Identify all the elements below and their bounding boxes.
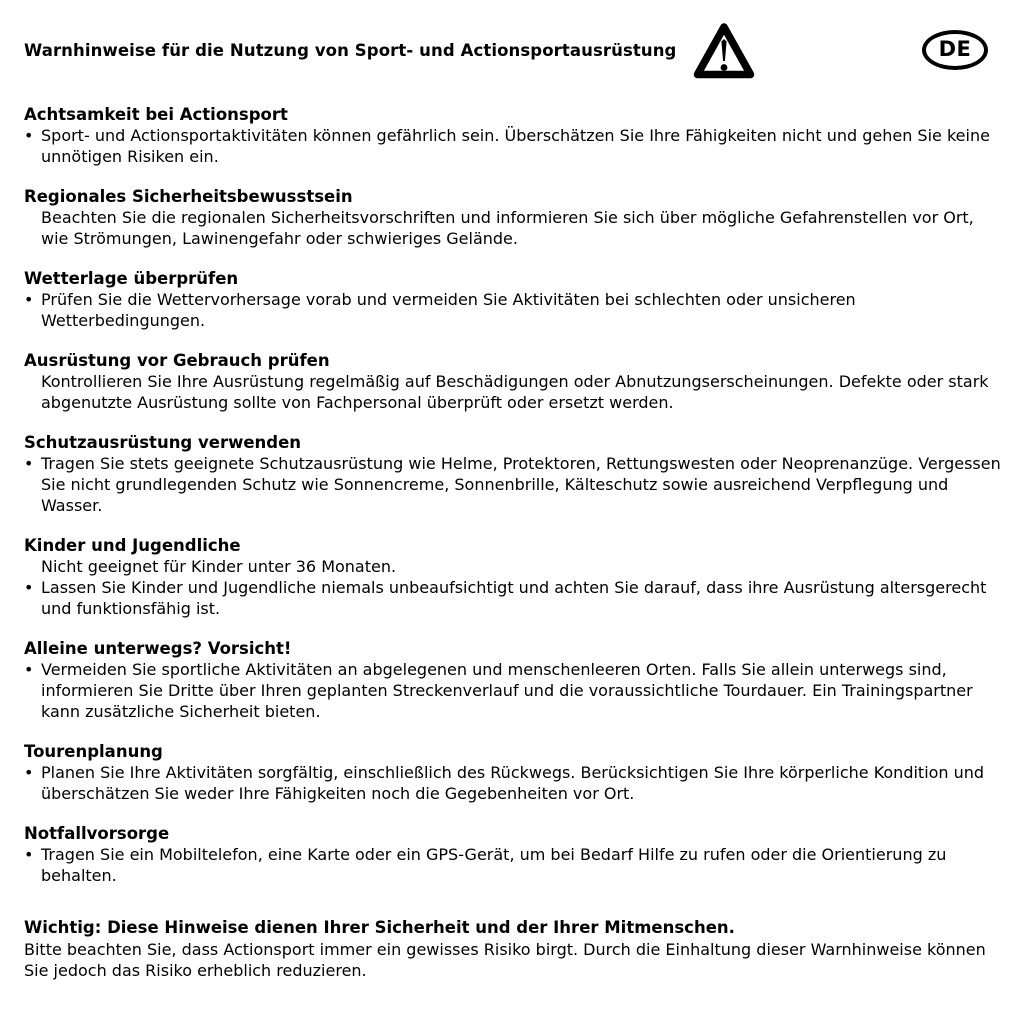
section-notfallvorsorge bbox=[24, 823, 1006, 886]
item-text: Planen Sie Ihre Aktivitäten sorgfältig, einschließlich des Rückwegs. Berücksichtigen Sie Ihre körperliche Kondition und überschätzen Sie weder Ihre Fähigkeiten noch die Gegebenheiten vor Ort. bbox=[41, 763, 985, 803]
item-text: Sport- und Actionsportaktivitäten können gefährlich sein. Überschätzen Sie Ihre Fähigkeiten nicht und gehen Sie keine unnötigen Risiken ein. bbox=[41, 126, 990, 166]
bullet-marker: • bbox=[24, 763, 34, 782]
section-heading: Wetterlage überprüfen bbox=[24, 269, 239, 288]
section-heading: Kinder und Jugendliche bbox=[24, 536, 241, 555]
list-item bbox=[24, 659, 1006, 722]
section-tourenplanung bbox=[24, 741, 1006, 804]
document-content bbox=[24, 104, 1006, 981]
item-text: Kontrollieren Sie Ihre Ausrüstung regelmäßig auf Beschädigungen oder Abnutzungserscheinungen. Defekte oder stark abgenutzte Ausrüstung sollte von Fachpersonal überprüft oder ersetzt werden. bbox=[41, 372, 989, 412]
section-heading: Schutzausrüstung verwenden bbox=[24, 433, 302, 452]
section-heading: Alleine unterwegs? Vorsicht! bbox=[24, 639, 292, 658]
section-achtsamkeit bbox=[24, 104, 1006, 167]
important-note bbox=[24, 917, 1006, 981]
important-note-heading: Wichtig: Diese Hinweise dienen Ihrer Sicherheit und der Ihrer Mitmenschen. bbox=[24, 918, 735, 937]
bullet-marker: • bbox=[24, 290, 34, 309]
warning-triangle-icon bbox=[692, 20, 756, 84]
bullet-marker bbox=[24, 207, 41, 249]
section-alleine-unterwegs bbox=[24, 638, 1006, 722]
list-item bbox=[24, 577, 1006, 619]
page-header bbox=[24, 0, 1006, 86]
bullet-marker: • bbox=[24, 454, 34, 473]
bullet-marker: • bbox=[24, 578, 34, 597]
important-note-text: Bitte beachten Sie, dass Actionsport immer ein gewisses Risiko birgt. Durch die Einhaltung dieser Warnhinweise können Sie jedoch das Risiko erheblich reduzieren. bbox=[24, 940, 986, 980]
language-badge bbox=[922, 30, 988, 70]
item-text: Tragen Sie ein Mobiltelefon, eine Karte oder ein GPS-Gerät, um bei Bedarf Hilfe zu rufen oder die Orientierung zu behalten. bbox=[41, 845, 947, 885]
section-heading: Notfallvorsorge bbox=[24, 824, 170, 843]
item-text: Beachten Sie die regionalen Sicherheitsvorschriften und informieren Sie sich über mögliche Gefahrenstellen vor Ort, wie Strömungen, Lawinengefahr oder schwieriges Gelände. bbox=[41, 208, 974, 248]
list-item bbox=[24, 289, 1006, 331]
section-regionales bbox=[24, 186, 1006, 249]
bullet-marker: • bbox=[24, 845, 34, 864]
bullet-marker bbox=[24, 371, 41, 413]
bullet-marker: • bbox=[24, 660, 34, 679]
section-heading: Ausrüstung vor Gebrauch prüfen bbox=[24, 351, 330, 370]
language-badge-label: DE bbox=[938, 37, 972, 61]
list-item bbox=[24, 844, 1006, 886]
section-wetterlage bbox=[24, 268, 1006, 331]
bullet-marker: • bbox=[24, 126, 34, 145]
section-heading: Achtsamkeit bei Actionsport bbox=[24, 105, 288, 124]
list-item bbox=[24, 125, 1006, 167]
item-text: Prüfen Sie die Wettervorhersage vorab und vermeiden Sie Aktivitäten bei schlechten oder unsicheren Wetterbedingungen. bbox=[41, 290, 856, 330]
item-text: Lassen Sie Kinder und Jugendliche niemals unbeaufsichtigt und achten Sie darauf, dass ihre Ausrüstung altersgerecht und funktionsfähig ist. bbox=[41, 578, 987, 618]
list-item bbox=[24, 207, 1006, 249]
section-heading: Tourenplanung bbox=[24, 742, 163, 761]
list-item bbox=[24, 762, 1006, 804]
list-item bbox=[24, 453, 1006, 516]
item-text: Tragen Sie stets geeignete Schutzausrüstung wie Helme, Protektoren, Rettungswesten oder Neoprenanzüge. Vergessen Sie nicht grundlegenden Schutz wie Sonnencreme, Sonnenbrille, Kälteschutz sowie ausreichend Verpflegung und Wasser. bbox=[41, 454, 1001, 515]
section-kinder bbox=[24, 535, 1006, 619]
bullet-marker bbox=[24, 556, 41, 577]
section-heading: Regionales Sicherheitsbewusstsein bbox=[24, 187, 353, 206]
list-item bbox=[24, 371, 1006, 413]
page-title: Warnhinweise für die Nutzung von Sport- und Actionsportausrüstung bbox=[24, 40, 677, 60]
section-schutzausruestung bbox=[24, 432, 1006, 516]
list-item bbox=[24, 556, 1006, 577]
item-text: Vermeiden Sie sportliche Aktivitäten an abgelegenen und menschenleeren Orten. Falls Sie allein unterwegs sind, informieren Sie Dritte über Ihren geplanten Streckenverlauf und die voraussichtliche Tourdauer. Ein Trainingspartner kann zusätzliche Sicherheit bieten. bbox=[41, 660, 973, 721]
section-ausruestung bbox=[24, 350, 1006, 413]
item-text: Nicht geeignet für Kinder unter 36 Monaten. bbox=[41, 557, 397, 576]
